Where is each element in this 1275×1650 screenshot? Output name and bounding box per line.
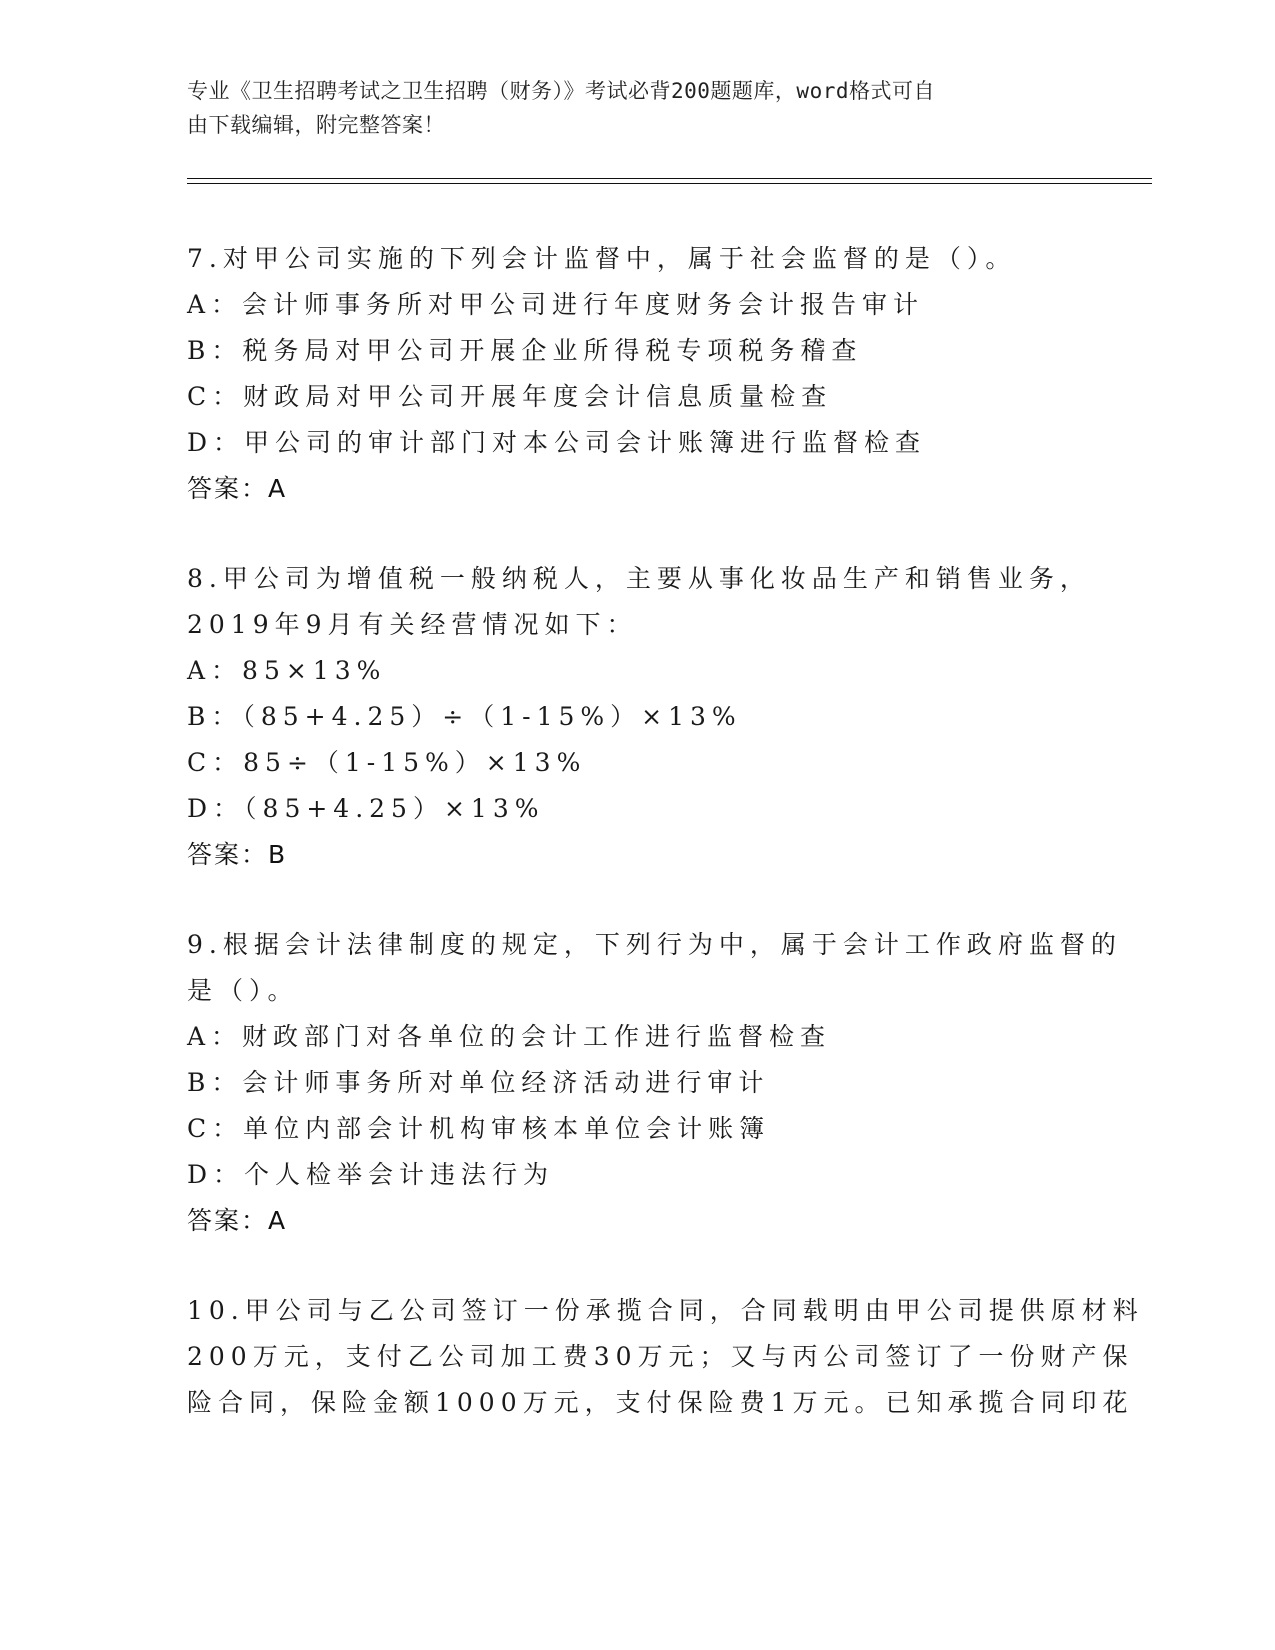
document-header (187, 74, 1077, 142)
header-divider-top (187, 178, 1152, 179)
header-line-1: 专业《卫生招聘考试之卫生招聘（财务）》考试必背200题题库，word格式可自 (187, 79, 935, 103)
option-a: A：会计师事务所对甲公司进行年度财务会计报告审计 (187, 290, 925, 319)
header-divider-bottom (187, 183, 1152, 184)
option-a: A：财政部门对各单位的会计工作进行监督检查 (187, 1022, 832, 1051)
question-stem: 9.根据会计法律制度的规定，下列行为中，属于会计工作政府监督的 (187, 930, 1122, 959)
header-line-2: 由下载编辑，附完整答案！ (187, 113, 445, 137)
question-stem-continued: 200万元，支付乙公司加工费30万元；又与丙公司签订了一份财产保 (187, 1342, 1134, 1371)
question-stem-continued: 2019年9月有关经营情况如下： (187, 610, 638, 639)
option-d: D：甲公司的审计部门对本公司会计账簿进行监督检查 (187, 428, 927, 457)
answer-label: 答案：B (187, 840, 288, 869)
option-c: C：单位内部会计机构审核本单位会计账簿 (187, 1114, 771, 1143)
question-stem: 7.对甲公司实施的下列会计监督中，属于社会监督的是（）。 (187, 244, 1017, 273)
question-10 (187, 1288, 1144, 1426)
option-a: A：85×13% (187, 656, 387, 685)
option-d: D：（85+4.25）×13% (187, 794, 545, 823)
question-stem: 10.甲公司与乙公司签订一份承揽合同，合同载明由甲公司提供原材料 (187, 1296, 1144, 1325)
question-stem: 8.甲公司为增值税一般纳税人，主要从事化妆品生产和销售业务， (187, 564, 1091, 593)
option-d: D：个人检举会计违法行为 (187, 1160, 555, 1189)
question-7 (187, 236, 1087, 512)
question-9 (187, 922, 1122, 1244)
option-b: B：税务局对甲公司开展企业所得税专项税务稽查 (187, 336, 863, 365)
option-c: C：财政局对甲公司开展年度会计信息质量检查 (187, 382, 833, 411)
answer-label: 答案：A (187, 1206, 288, 1235)
option-b: B：会计师事务所对单位经济活动进行审计 (187, 1068, 770, 1097)
question-8 (187, 556, 1091, 878)
question-stem-continued: 是（）。 (187, 976, 299, 1005)
option-c: C：85÷（1-15%）×13% (187, 748, 587, 777)
question-stem-continued: 险合同，保险金额1000万元，支付保险费1万元。已知承揽合同印花 (187, 1388, 1134, 1417)
answer-label: 答案：A (187, 474, 288, 503)
option-b: B：（85+4.25）÷（1-15%）×13% (187, 702, 742, 731)
question-list (187, 236, 1144, 1470)
